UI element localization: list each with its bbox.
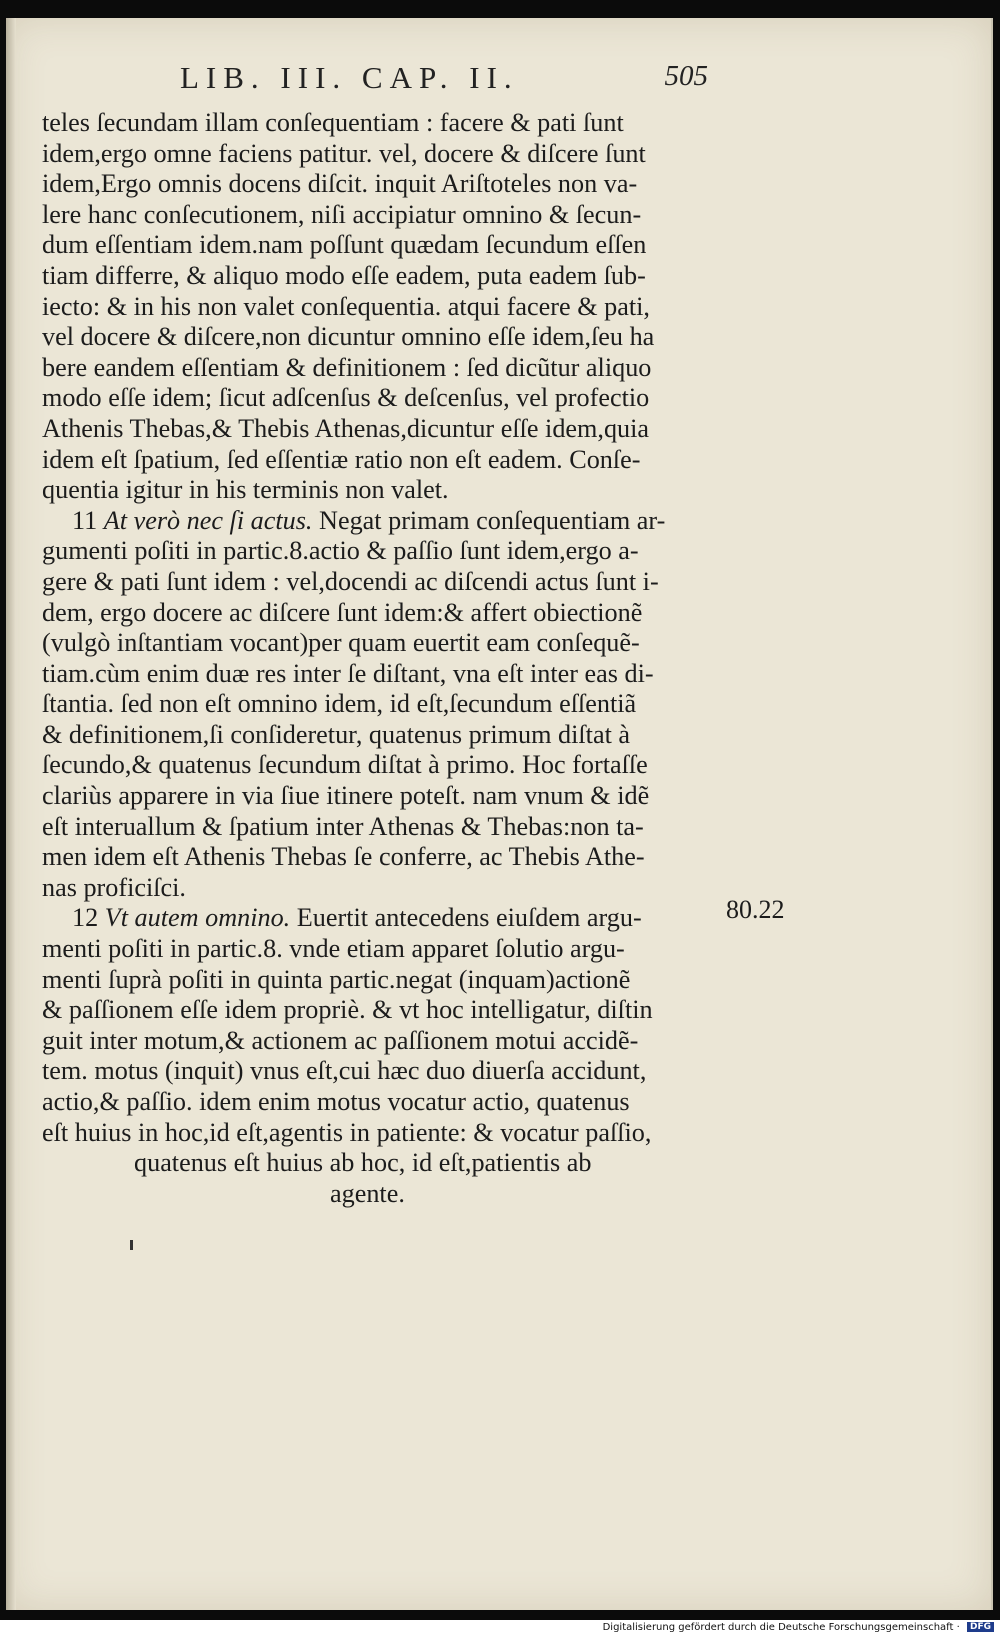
text-line: idem eſt ſpatium, ſed eſſentiæ ratio non eſt eadem. Conſe-: [42, 444, 641, 474]
text-line: dum eſſentiam idem.nam poſſunt quædam ſecundum eſſen: [42, 230, 647, 260]
text-line: tiam.cùm enim duæ res inter ſe diſtant, vna eſt inter eas di-: [42, 658, 654, 688]
running-head: LIB. III. CAP. II.: [180, 60, 519, 95]
text-line: & paſſionem eſſe idem propriè. & vt hoc intelligatur, diſtin: [42, 995, 653, 1025]
text-line: modo eſſe idem; ſicut adſcenſus & deſcenſus, vel profectio: [42, 383, 650, 413]
text-line: menti poſiti in partic.8. vnde etiam apparet ſolutio argu-: [42, 934, 625, 964]
text-line: eſt huius in hoc,id eſt,agentis in patiente: & vocatur paſſio,: [42, 1117, 652, 1147]
text-line: gumenti poſiti in partic.8.actio & paſſio ſunt idem,ergo a-: [42, 536, 639, 566]
margin-note: 80.22: [726, 895, 785, 924]
text-line: quentia igitur in his terminis non valet.: [42, 475, 449, 505]
text-line: clariùs apparere in via ſiue itinere poteſt. nam vnum & idẽ: [42, 781, 650, 811]
text-line: [42, 506, 722, 537]
lemma: Vt autem omnino.: [104, 903, 291, 933]
text-line: dem, ergo docere ac diſcere ſunt idem:& affert obiectionẽ: [42, 597, 643, 627]
text-line: teles ſecundam illam conſequentiam : facere & pati ſunt: [42, 108, 624, 137]
text-run: Euertit antecedens eiuſdem argu-: [290, 903, 642, 933]
text-run: Negat primam conſequentiam ar-: [312, 505, 666, 535]
text-line: bere eandem eſſentiam & definitionem : ſed dicũtur aliquo: [42, 352, 652, 382]
text-line: menti ſuprà poſiti in quinta partic.negat (inquam)actionẽ: [42, 964, 631, 994]
text-line: agente.: [330, 1178, 405, 1208]
text-line: nas proficiſci.: [42, 872, 186, 902]
dfg-logo-icon: DFG: [967, 1622, 994, 1632]
ink-speck: [130, 1240, 133, 1250]
text-line: tiam differre, & aliquo modo eſſe eadem, puta eadem ſub-: [42, 260, 646, 290]
paragraph-12: [42, 903, 722, 1209]
paragraph-number: 12: [72, 903, 99, 933]
text-line: (vulgò inſtantiam vocant)per quam euertit eam conſequẽ-: [42, 628, 640, 658]
page-gutter: [6, 18, 16, 1610]
body-text: [42, 108, 722, 1209]
text-line: vel docere & diſcere,non dicuntur omnino eſſe idem,ſeu ha: [42, 322, 655, 352]
paragraph-opening: [42, 108, 722, 506]
text-line: ſtantia. ſed non eſt omnino idem, id eſt,ſecundum eſſentiã: [42, 689, 637, 719]
text-line: tem. motus (inquit) vnus eſt,cui hæc duo diuerſa accidunt,: [42, 1056, 647, 1086]
text-line: gere & pati ſunt idem : vel,docendi ac diſcendi actus ſunt i-: [42, 566, 659, 596]
text-line: actio,& paſſio. idem enim motus vocatur actio, quatenus: [42, 1087, 630, 1116]
text-line: eſt interuallum & ſpatium inter Athenas & Thebas:non ta-: [42, 811, 644, 841]
paragraph-11: [42, 506, 722, 904]
text-line: men idem eſt Athenis Thebas ſe conferre, ac Thebis Athe-: [42, 842, 645, 872]
text-line: [42, 903, 722, 934]
text-line: Athenis Thebas,& Thebis Athenas,dicuntur eſſe idem,quia: [42, 413, 650, 443]
text-line: & definitionem,ſi conſideretur, quatenus primum diſtat à: [42, 719, 631, 749]
footer-text: Digitalisierung gefördert durch die Deutsche Forschungsgemeinschaft ·: [602, 1622, 960, 1633]
digitization-footer: [603, 1622, 994, 1633]
text-line: lere hanc conſecutionem, niſi accipiatur omnino & ſecun-: [42, 199, 642, 229]
text-line: iecto: & in his non valet conſequentia. atqui facere & pati,: [42, 291, 650, 321]
text-line: idem,ergo omne faciens patitur. vel, docere & diſcere ſunt: [42, 138, 646, 168]
text-line: guit inter motum,& actionem ac paſſionem motui accidẽ-: [42, 1025, 639, 1055]
lemma: At verò nec ſi actus.: [103, 505, 313, 535]
page-number: 505: [664, 60, 708, 92]
paragraph-number: 11: [72, 505, 98, 535]
text-line: quatenus eſt huius ab hoc, id eſt,patientis ab: [134, 1148, 592, 1178]
text-line: idem,Ergo omnis docens diſcit. inquit Ariſtoteles non va-: [42, 169, 638, 199]
text-line: ſecundo,& quatenus ſecundum diſtat à primo. Hoc fortaſſe: [42, 750, 648, 780]
